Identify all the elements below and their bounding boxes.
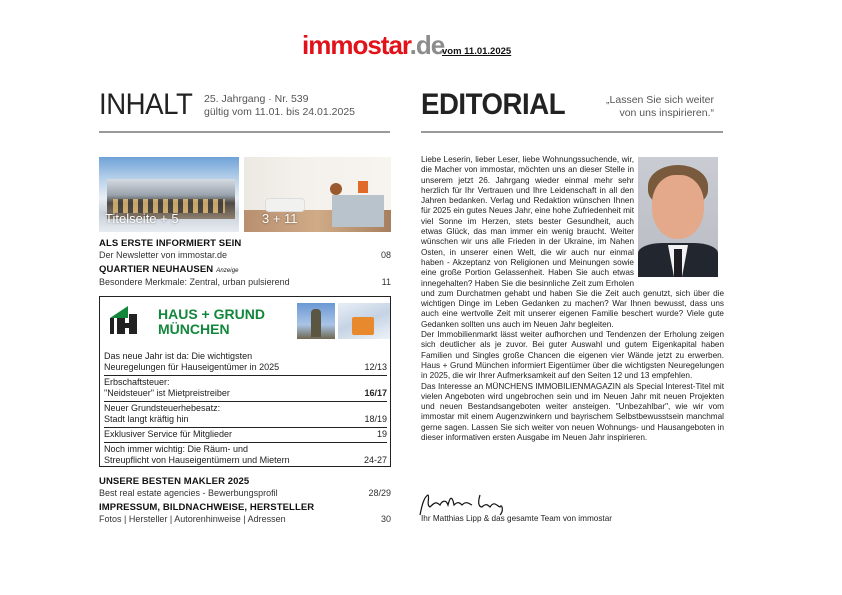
editorial-signoff: Ihr Matthias Lipp & das gesamte Team von immostar (421, 514, 612, 523)
haus-grund-list (104, 350, 387, 468)
list-item[interactable] (104, 350, 387, 376)
haus-grund-title-line1: HAUS + GRUND (158, 306, 265, 322)
author-portrait (638, 157, 718, 277)
list-item-line2: Stadt langt kräftig hin (104, 414, 189, 424)
sofa-image (266, 199, 304, 211)
issue-date: vom 11.01.2025 (442, 46, 512, 57)
list-item[interactable] (104, 402, 387, 428)
inhalt-divider (99, 131, 390, 133)
list-item-page: 16/17 (364, 388, 387, 398)
plant-image (330, 183, 342, 195)
justitia-statue-image (297, 303, 335, 339)
editorial-divider (421, 131, 723, 133)
toc-page-number: 28/29 (368, 488, 391, 498)
brand-part-star: star (367, 30, 410, 60)
brand-part-de: .de (409, 30, 445, 60)
toc-entry[interactable] (99, 488, 391, 499)
wall-picture-image (358, 181, 368, 193)
list-item[interactable] (104, 428, 387, 443)
list-item-line1: Noch immer wichtig: Die Räum- und (104, 444, 249, 454)
toc-section-makler[interactable] (99, 476, 391, 499)
editorial-paragraph: Das Interesse an MÜNCHENS IMMOBILIENMAGAZIN als Special Interest-Titel mit vielen Angeboten wird ungebrochen sein und im Neuen Jahr mit neuen Projekten und neuen Bestandsangeboten weiter ansteigen. "Unbezahlbar", wie wir vom immostar mit einem Augenzwinkern und bayrischem Selbstbewusstsein manchmal gerne sagen. Lassen Sie sich weiter von neuen Wohnungs- und Hausangeboten in dieser informativen ersten Ausgabe im Neuen Jahr inspirieren. (421, 381, 724, 443)
validity-range: gültig vom 11.01. bis 24.01.2025 (204, 106, 355, 118)
editorial-paragraph: Der Immobilienmarkt lässt weiter aufhorchen und Tendenzen der Erholung zeigen sich deutlicher als je zuvor. Bei guter Auswahl und gutem Eigenkapital haben Familien und Singles große Chancen die eigenen vier Wände jetzt zu erwerben. Haus + Grund München informiert Eigentümer über die wichtigsten Neuregelungen in 2025, die wir Ihrer Aufmerksamkeit auf den Seiten 12 und 13 empfehlen. (421, 330, 724, 381)
editorial-quote (572, 94, 714, 120)
cover-thumbnail-winter-building[interactable] (99, 157, 239, 232)
portrait-tie (674, 249, 682, 277)
toc-section-quartier[interactable] (99, 264, 391, 288)
inhalt-meta (204, 93, 355, 119)
toc-heading: ALS ERSTE INFORMIERT SEIN (99, 238, 242, 249)
inhalt-title: INHALT (99, 88, 193, 121)
list-item-line2: Neuregelungen für Hauseigentümer in 2025 (104, 362, 280, 372)
snow-shovel-image (338, 303, 390, 339)
toc-entry-text: Best real estate agencies - Bewerbungsprofil (99, 488, 278, 498)
list-item-line1: Erbschaftsteuer: (104, 377, 170, 387)
toc-heading-text: QUARTIER NEUHAUSEN (99, 264, 214, 275)
thumbnail-caption: 3 + 11 (262, 211, 298, 226)
issue-volume: 25. Jahrgang · Nr. 539 (204, 93, 309, 105)
thumbnail-living-room[interactable] (244, 157, 391, 232)
editorial-title: EDITORIAL (421, 88, 566, 121)
haus-grund-title-line2: MÜNCHEN (158, 321, 230, 337)
toc-heading (99, 264, 391, 277)
editorial-paragraph: Liebe Leserin, lieber Leser, liebe Wohnungssuchende, wir, die Macher von immostar, möchten uns an dieser Stelle in unserem jetzt 26. Jahrgang wieder einmal mehr sehr herzlich für Ihr Vertrauen und Ihre Leidenschaft in all den Jahren bedanken. Verlag und Redaktion wünschen Ihnen für 2025 ein gutes Neues Jahr, eine hohe Zufriedenheit mit viel Sonne im Herzen, stets bester Gesundheit, auch etwas Glück, das man immer ein wenig braucht. Weiter wünschen wir uns alle Frieden in der Ukraine, im Nahen Osten, in unserer einen Welt, die wir auch nur einmal haben - Akzeptanz von Religionen und Meinungen sowie eine große Portion Gelassenheit. Haben Sie auch etwas innegehalten? Haben Sie die besinnliche Zeit zum Erholen und zum Durchatmen gehabt und haben Sie die Zeit auch genutzt, sich über die wichtigen Dinge im Leben Gedanken zu machen? War Ihnen bewusst, dass uns auch eine wertvolle Zeit mit unserer eigenen Familie beschert wurde? Viele gute Gedanken sollten uns auch im Neuen Jahr begleiten. (421, 155, 724, 329)
brand-part-immo: immo (302, 30, 368, 60)
haus-grund-title (158, 307, 265, 337)
portrait-face (652, 175, 704, 239)
toc-entry[interactable] (99, 514, 391, 525)
list-item-page: 18/19 (364, 414, 387, 424)
toc-entry-text: Der Newsletter von immostar.de (99, 250, 228, 260)
toc-heading: IMPRESSUM, BILDNACHWEISE, HERSTELLER (99, 502, 315, 513)
list-item-page: 19 (376, 429, 387, 439)
list-item-line2: "Neidsteuer" ist Mietpreistreiber (104, 388, 230, 398)
toc-heading: UNSERE BESTEN MAKLER 2025 (99, 476, 250, 487)
toc-page-number: 11 (381, 277, 391, 287)
list-item-line1: Das neue Jahr ist da: Die wichtigsten (104, 351, 253, 361)
toc-section-newsletter[interactable] (99, 238, 391, 261)
haus-grund-logo-icon (108, 304, 144, 334)
list-item-line1: Neuer Grundsteuerhebesatz: (104, 403, 221, 413)
quote-line-2: von uns inspirieren.“ (619, 107, 714, 119)
list-item-page: 24-27 (363, 455, 387, 465)
list-item-page: 12/13 (364, 362, 387, 372)
toc-page-number: 30 (380, 514, 391, 524)
toc-entry[interactable] (99, 277, 391, 288)
list-item[interactable] (104, 376, 387, 402)
brand-logo (302, 31, 444, 59)
haus-grund-box (99, 296, 391, 467)
toc-entry[interactable] (99, 250, 391, 261)
toc-entry-text: Fotos | Hersteller | Autorenhinweise | Adressen (99, 514, 286, 524)
toc-page-number: 08 (380, 250, 391, 260)
thumbnail-caption: Titelseite + 5 (105, 211, 179, 226)
quote-line-1: „Lassen Sie sich weiter (606, 94, 714, 106)
list-item-line2: Streupflicht von Hauseigentümern und Mietern (104, 455, 290, 465)
ad-tag: Anzeige (216, 268, 239, 274)
toc-section-impressum[interactable] (99, 502, 391, 525)
list-item[interactable] (104, 443, 387, 468)
toc-entry-text: Besondere Merkmale: Zentral, urban pulsierend (99, 277, 290, 287)
kitchen-counter-image (332, 195, 384, 227)
list-item-line2: Exklusiver Service für Mitglieder (104, 429, 233, 439)
